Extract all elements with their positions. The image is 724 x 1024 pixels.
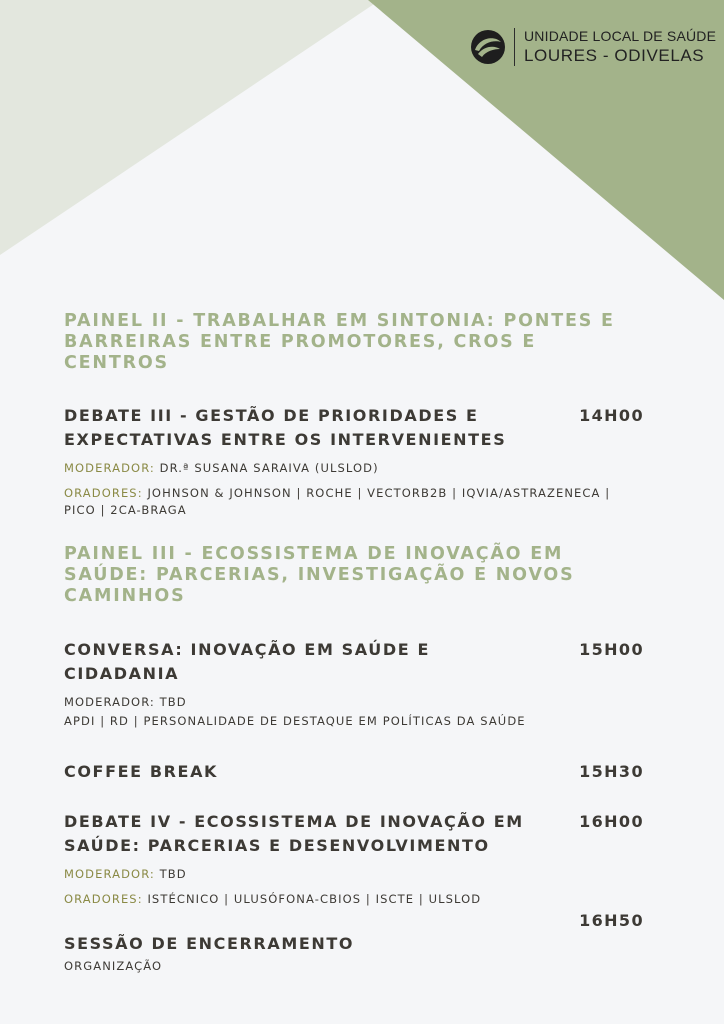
conversa-participants: APDI | RD | PERSONALIDADE DE DESTAQUE EM POLÍTICAS DA SAÚDE <box>64 714 526 728</box>
debate-3-moderator <box>64 460 644 477</box>
logo-divider <box>514 28 515 66</box>
speakers-label: ORADORES: <box>64 486 143 500</box>
moderator-label: MODERADOR: <box>64 867 155 881</box>
debate-4-speakers <box>64 891 644 908</box>
moderator-label: MODERADOR: <box>64 461 155 475</box>
conversa-title: CONVERSA: INOVAÇÃO EM SAÚDE E CIDADANIA <box>64 640 430 683</box>
speakers-label: ORADORES: <box>64 892 143 906</box>
logo-line-1: UNIDADE LOCAL DE SAÚDE <box>524 28 717 45</box>
light-triangle <box>0 0 380 255</box>
moderator-value: TBD <box>154 867 187 881</box>
moderator-value: TBD <box>154 695 187 709</box>
logo-mark-icon <box>470 29 506 65</box>
logo-text <box>524 29 716 65</box>
conversa-moderator <box>64 694 644 711</box>
debate-4-time: 16H00 <box>579 812 644 831</box>
debate-4-moderator <box>64 866 644 883</box>
moderator-label: MODERADOR: <box>64 695 155 709</box>
moderator-value: DR.ª SUSANA SARAIVA (ULSLOD) <box>154 461 379 475</box>
conversa-time: 15H00 <box>579 640 644 659</box>
speakers-value: ISTÉCNICO | ULUSÓFONA-CBIOS | ISCTE | ULSLOD <box>142 892 482 906</box>
coffee-break-title: COFFEE BREAK <box>64 762 219 781</box>
debate-3-time: 14H00 <box>579 406 644 425</box>
coffee-break-time: 15H30 <box>579 762 644 781</box>
speakers-value: JOHNSON & JOHNSON | ROCHE | VECTORB2B | IQVIA/ASTRAZENECA | PICO | 2CA-BRAGA <box>64 486 611 517</box>
debate-3 <box>64 404 644 519</box>
closing-organizer: ORGANIZAÇÃO <box>64 959 163 973</box>
debate-4-title: DEBATE IV - ECOSSISTEMA DE INOVAÇÃO EM SAÚDE: PARCERIAS E DESENVOLVIMENTO <box>64 812 524 855</box>
closing-time: 16H50 <box>579 911 644 930</box>
logo-line-2: LOURES - ODIVELAS <box>524 45 705 65</box>
coffee-break <box>64 760 644 784</box>
logo <box>470 28 716 66</box>
panel-2-heading: PAINEL II - TRABALHAR EM SINTONIA: PONTES E BARREIRAS ENTRE PROMOTORES, CROS E CENTROS <box>64 311 615 373</box>
closing-title: SESSÃO DE ENCERRAMENTO <box>64 934 355 953</box>
debate-3-speakers <box>64 485 644 519</box>
closing-session <box>64 909 644 975</box>
conversa <box>64 638 644 730</box>
debate-3-title: DEBATE III - GESTÃO DE PRIORIDADES E EXPECTATIVAS ENTRE OS INTERVENIENTES <box>64 406 507 449</box>
panel-3-heading: PAINEL III - ECOSSISTEMA DE INOVAÇÃO EM SAÚDE: PARCERIAS, INVESTIGAÇÃO E NOVOS CAMINHOS <box>64 544 575 606</box>
debate-4 <box>64 810 644 908</box>
